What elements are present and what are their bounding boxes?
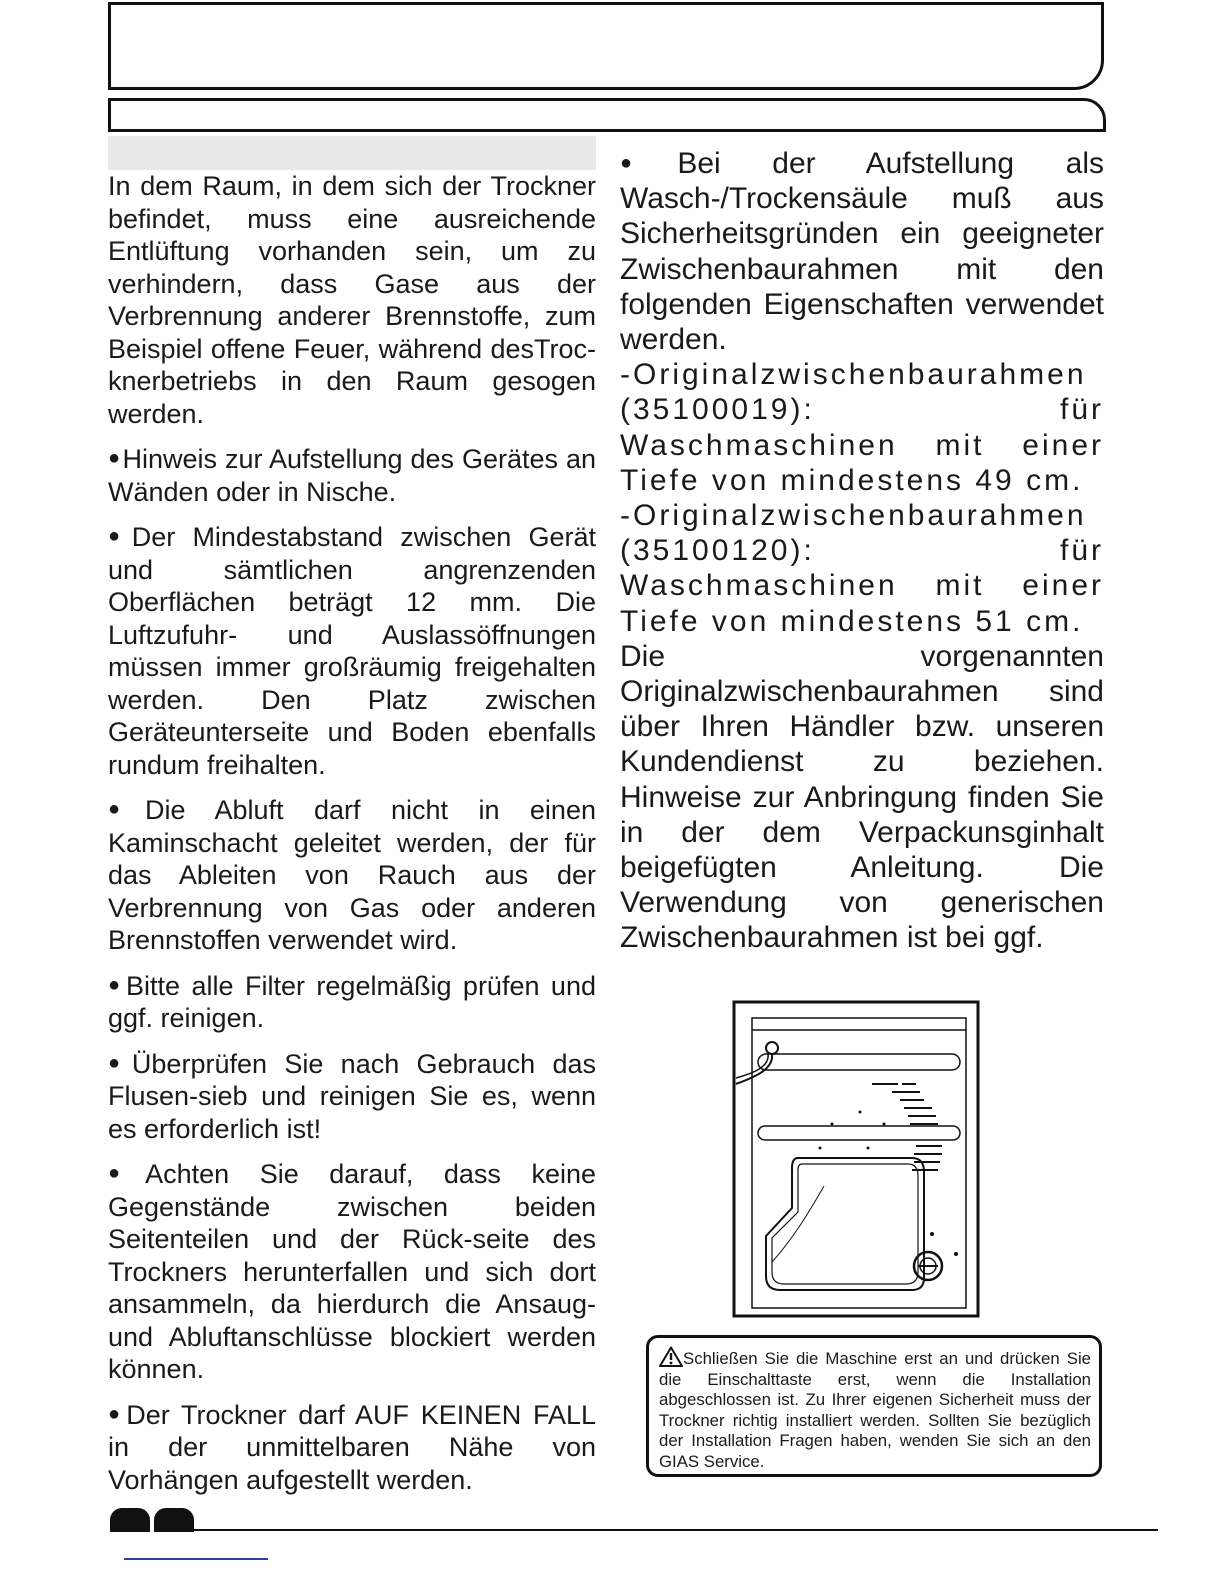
left-column: [108, 170, 596, 1508]
header-title-box: [108, 2, 1104, 90]
footer-link-underline: [124, 1558, 268, 1560]
stacking-paragraph: ●Bei der Aufstellung als Wasch-/Trockensäule muß aus Sicherheitsgründen ein geeigneter Zwischenbaurahmen mit den folgenden Eigenschaften verwendet werden.: [620, 147, 1104, 357]
warning-triangle-icon: [659, 1346, 683, 1367]
bullet-icon: ●: [108, 525, 130, 547]
footer-tab-left: [110, 1508, 150, 1532]
bullet-item: ●Die Abluft darf nicht in einen Kaminschacht geleitet werden, der für das Ableiten von Rauch aus der Verbrennung von Gas oder anderen Brennstoffen verwendet wird.: [108, 795, 596, 955]
frame-spec-1: -Originalzwischenbaurahmen (35100019): für Waschmaschinen mit einer Tiefe von mindestens 49 cm.: [620, 358, 1104, 497]
bullet-icon: ●: [108, 1162, 144, 1184]
bullet-item: ●Der Mindestabstand zwischen Gerät und sämtlichen angrenzenden Oberflächen beträgt 12 mm. Die Luftzufuhr- und Auslassöffnungen müssen immer großräumig freigehalten werden. Den Platz zwischen Geräteunterseite und Boden ebenfalls rundum freihalten.: [108, 522, 596, 780]
warning-text: Schließen Sie die Maschine erst an und drücken Sie die Einschalttaste erst, wenn die Installation abgeschlossen ist. Zu Ihrer eigenen Sicherheit muss der Trockner richtig installiert werden. Sollten Sie bezüglich der Installation Fragen haben, wenden Sie sich an den GIAS Service.: [659, 1349, 1091, 1471]
availability-paragraph: Die vorgenannten Originalzwischenbaurahmen sind über Ihren Händler bzw. unseren Kundendienst zu beziehen. Hinweise zur Anbringung finden Sie in der dem Verpackunsginhalt beigefügten Anleitung. Die Verwendung von generischen Zwischenbaurahmen ist bei ggf.: [620, 639, 1104, 955]
bullet-icon: ●: [620, 152, 676, 174]
bullet-icon: ●: [108, 1402, 125, 1425]
bullet-item: ●Achten Sie darauf, dass keine Gegenstände zwischen beiden Seitenteilen und der Rück-seite des Trockners herunterfallen und sich dort ansammeln, da hierdurch die Ansaug- und Abluftanschlüsse blockiert werden können.: [108, 1159, 596, 1384]
section-heading-bar: [108, 136, 596, 170]
bullet-icon: ●: [108, 1051, 130, 1074]
header-subtitle-box: [108, 98, 1106, 132]
dryer-illustration: [732, 1000, 980, 1318]
bullet-item: ●Der Trockner darf AUF KEINEN FALL in der unmittelbaren Nähe von Vorhängen aufgestellt werden.: [108, 1399, 596, 1495]
bullet-icon: ●: [108, 447, 121, 469]
bullet-item: ●Bitte alle Filter regelmäßig prüfen und ggf. reinigen.: [108, 970, 596, 1033]
frame-spec-2: -Originalzwischenbaurahmen (35100120): für Waschmaschinen mit einer Tiefe von mindestens 51 cm.: [620, 499, 1104, 638]
intro-paragraph: In dem Raum, in dem sich der Trockner befindet, muss eine ausreichende Entlüftung vorhanden sein, um zu verhindern, dass Gase aus der Verbrennung anderer Brennstoffe, zum Beispiel offene Feuer, während desTroc-knerbetriebs in den Raum gesogen werden.: [108, 171, 596, 429]
bullet-item: ●Überprüfen Sie nach Gebrauch das Flusen-sieb und reinigen Sie es, wenn es erforderlich ist!: [108, 1048, 596, 1144]
footer-rule: [192, 1529, 1158, 1531]
bullet-icon: ●: [108, 798, 144, 820]
installation-warning: [646, 1335, 1102, 1477]
bullet-icon: ●: [108, 973, 125, 996]
right-column: [620, 146, 1104, 956]
footer-tab-right: [154, 1508, 194, 1532]
bullet-item: ●Hinweis zur Aufstellung des Gerätes an Wänden oder in Nische.: [108, 444, 596, 507]
